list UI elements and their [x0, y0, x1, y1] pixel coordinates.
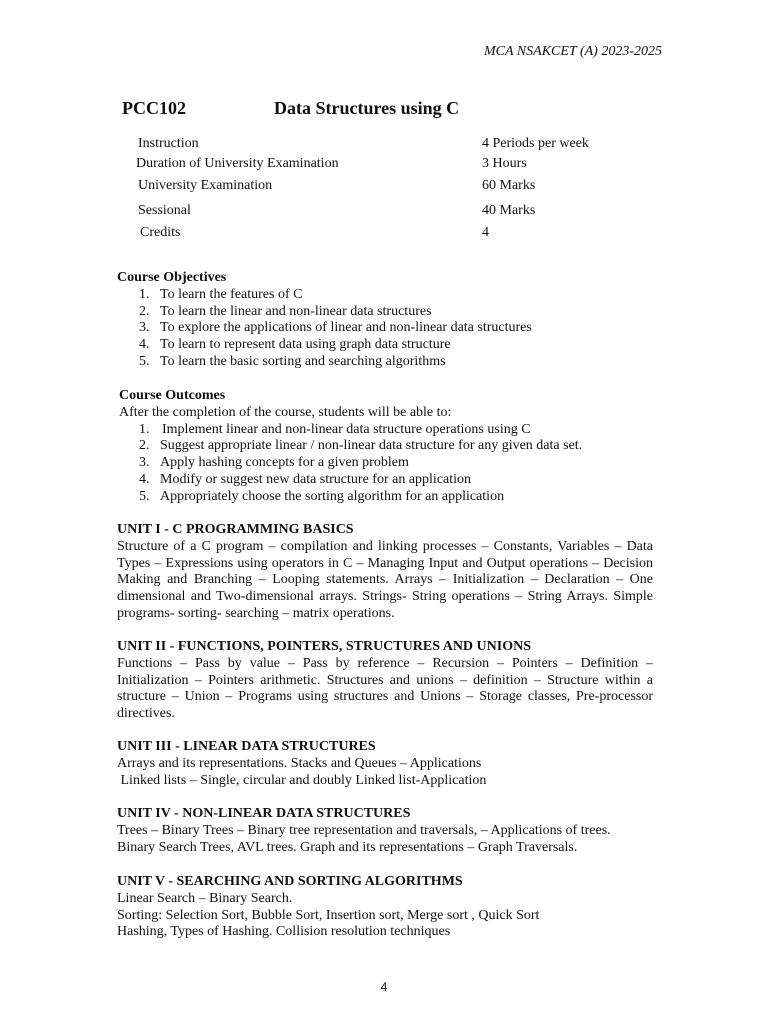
unit-line: Linked lists – Single, circular and doubly Linked list-Application — [117, 772, 487, 788]
meta-value: 60 Marks — [482, 178, 536, 193]
list-item: 1. To learn the features of C — [139, 286, 303, 302]
meta-value: 40 Marks — [482, 203, 536, 218]
unit-5 — [117, 874, 653, 941]
list-item: 2. Suggest appropriate linear / non-linear data structure for any given data set. — [139, 438, 583, 454]
section-heading: Course Objectives — [117, 270, 227, 285]
page-header: MCA NSAKCET (A) 2023-2025 — [484, 44, 662, 59]
unit-3 — [117, 739, 653, 789]
unit-content: Functions – Pass by value – Pass by reference – Recursion – Pointers – Definition – Initialization – Pointers arithmetic. Structures and unions – definition – Structure within a structure – Union – Programs using structures and Unions – Storage classes, Pre-processor directives. — [117, 655, 653, 722]
unit-2 — [117, 639, 653, 723]
list-item: 4. To learn to represent data using graph data structure — [139, 337, 451, 353]
meta-label: Instruction — [138, 136, 199, 151]
unit-1 — [117, 522, 653, 623]
meta-row — [136, 156, 656, 172]
meta-label: University Examination — [138, 178, 273, 193]
unit-line: Trees – Binary Trees – Binary tree representation and traversals, – Applications of trees. — [117, 822, 611, 838]
list-item: 5. Appropriately choose the sorting algorithm for an application — [139, 488, 505, 504]
course-objectives — [117, 270, 653, 371]
meta-row — [138, 203, 658, 219]
unit-heading: UNIT I - C PROGRAMMING BASICS — [117, 522, 354, 537]
list-item: 3. To explore the applications of linear and non-linear data structures — [139, 320, 532, 336]
course-title-row — [122, 98, 460, 119]
course-outcomes — [119, 388, 655, 506]
unit-heading: UNIT V - SEARCHING AND SORTING ALGORITHMS — [117, 874, 463, 889]
meta-label: Duration of University Examination — [136, 156, 339, 171]
unit-line: Sorting: Selection Sort, Bubble Sort, Insertion sort, Merge sort , Quick Sort — [117, 907, 540, 923]
unit-content: Structure of a C program – compilation and linking processes – Constants, Variables – Data Types – Expressions using operators in C – Managing Input and Output operations – Decision Making and Branching – Looping statements. Arrays – Initialization – Declaration – One dimensional and Two-dimensional arrays. Strings- String operations – String Arrays. Simple programs- sorting- searching – matrix operations. — [117, 538, 653, 621]
course-code: PCC102 — [122, 98, 186, 118]
page-number: 4 — [380, 980, 388, 994]
meta-label: Sessional — [138, 203, 191, 218]
unit-line: Arrays and its representations. Stacks and Queues – Applications — [117, 755, 482, 771]
outcomes-list — [117, 422, 655, 506]
meta-value: 4 — [482, 225, 489, 240]
unit-line: Binary Search Trees, AVL trees. Graph and its representations – Graph Traversals. — [117, 839, 578, 855]
course-title: Data Structures using C — [274, 98, 460, 118]
section-heading: Course Outcomes — [119, 388, 226, 403]
meta-row — [138, 178, 658, 194]
unit-line: Linear Search – Binary Search. — [117, 890, 293, 906]
unit-heading: UNIT II - FUNCTIONS, POINTERS, STRUCTURES AND UNIONS — [117, 639, 531, 654]
meta-value: 3 Hours — [482, 156, 527, 171]
list-item: 1. Implement linear and non-linear data structure operations using C — [139, 421, 531, 437]
list-item: 5. To learn the basic sorting and searching algorithms — [139, 353, 446, 369]
meta-label: Credits — [140, 225, 181, 240]
objectives-list — [117, 287, 653, 371]
unit-heading: UNIT III - LINEAR DATA STRUCTURES — [117, 739, 376, 754]
unit-heading: UNIT IV - NON-LINEAR DATA STRUCTURES — [117, 806, 411, 821]
unit-4 — [117, 806, 653, 856]
list-item: 4. Modify or suggest new data structure for an application — [139, 471, 472, 487]
meta-row — [138, 136, 658, 152]
list-item: 3. Apply hashing concepts for a given problem — [139, 455, 409, 471]
outcomes-intro: After the completion of the course, students will be able to: — [119, 404, 452, 420]
meta-value: 4 Periods per week — [482, 136, 589, 151]
list-item: 2. To learn the linear and non-linear data structures — [139, 303, 432, 319]
unit-line: Hashing, Types of Hashing. Collision resolution techniques — [117, 924, 451, 940]
meta-row — [140, 225, 660, 241]
